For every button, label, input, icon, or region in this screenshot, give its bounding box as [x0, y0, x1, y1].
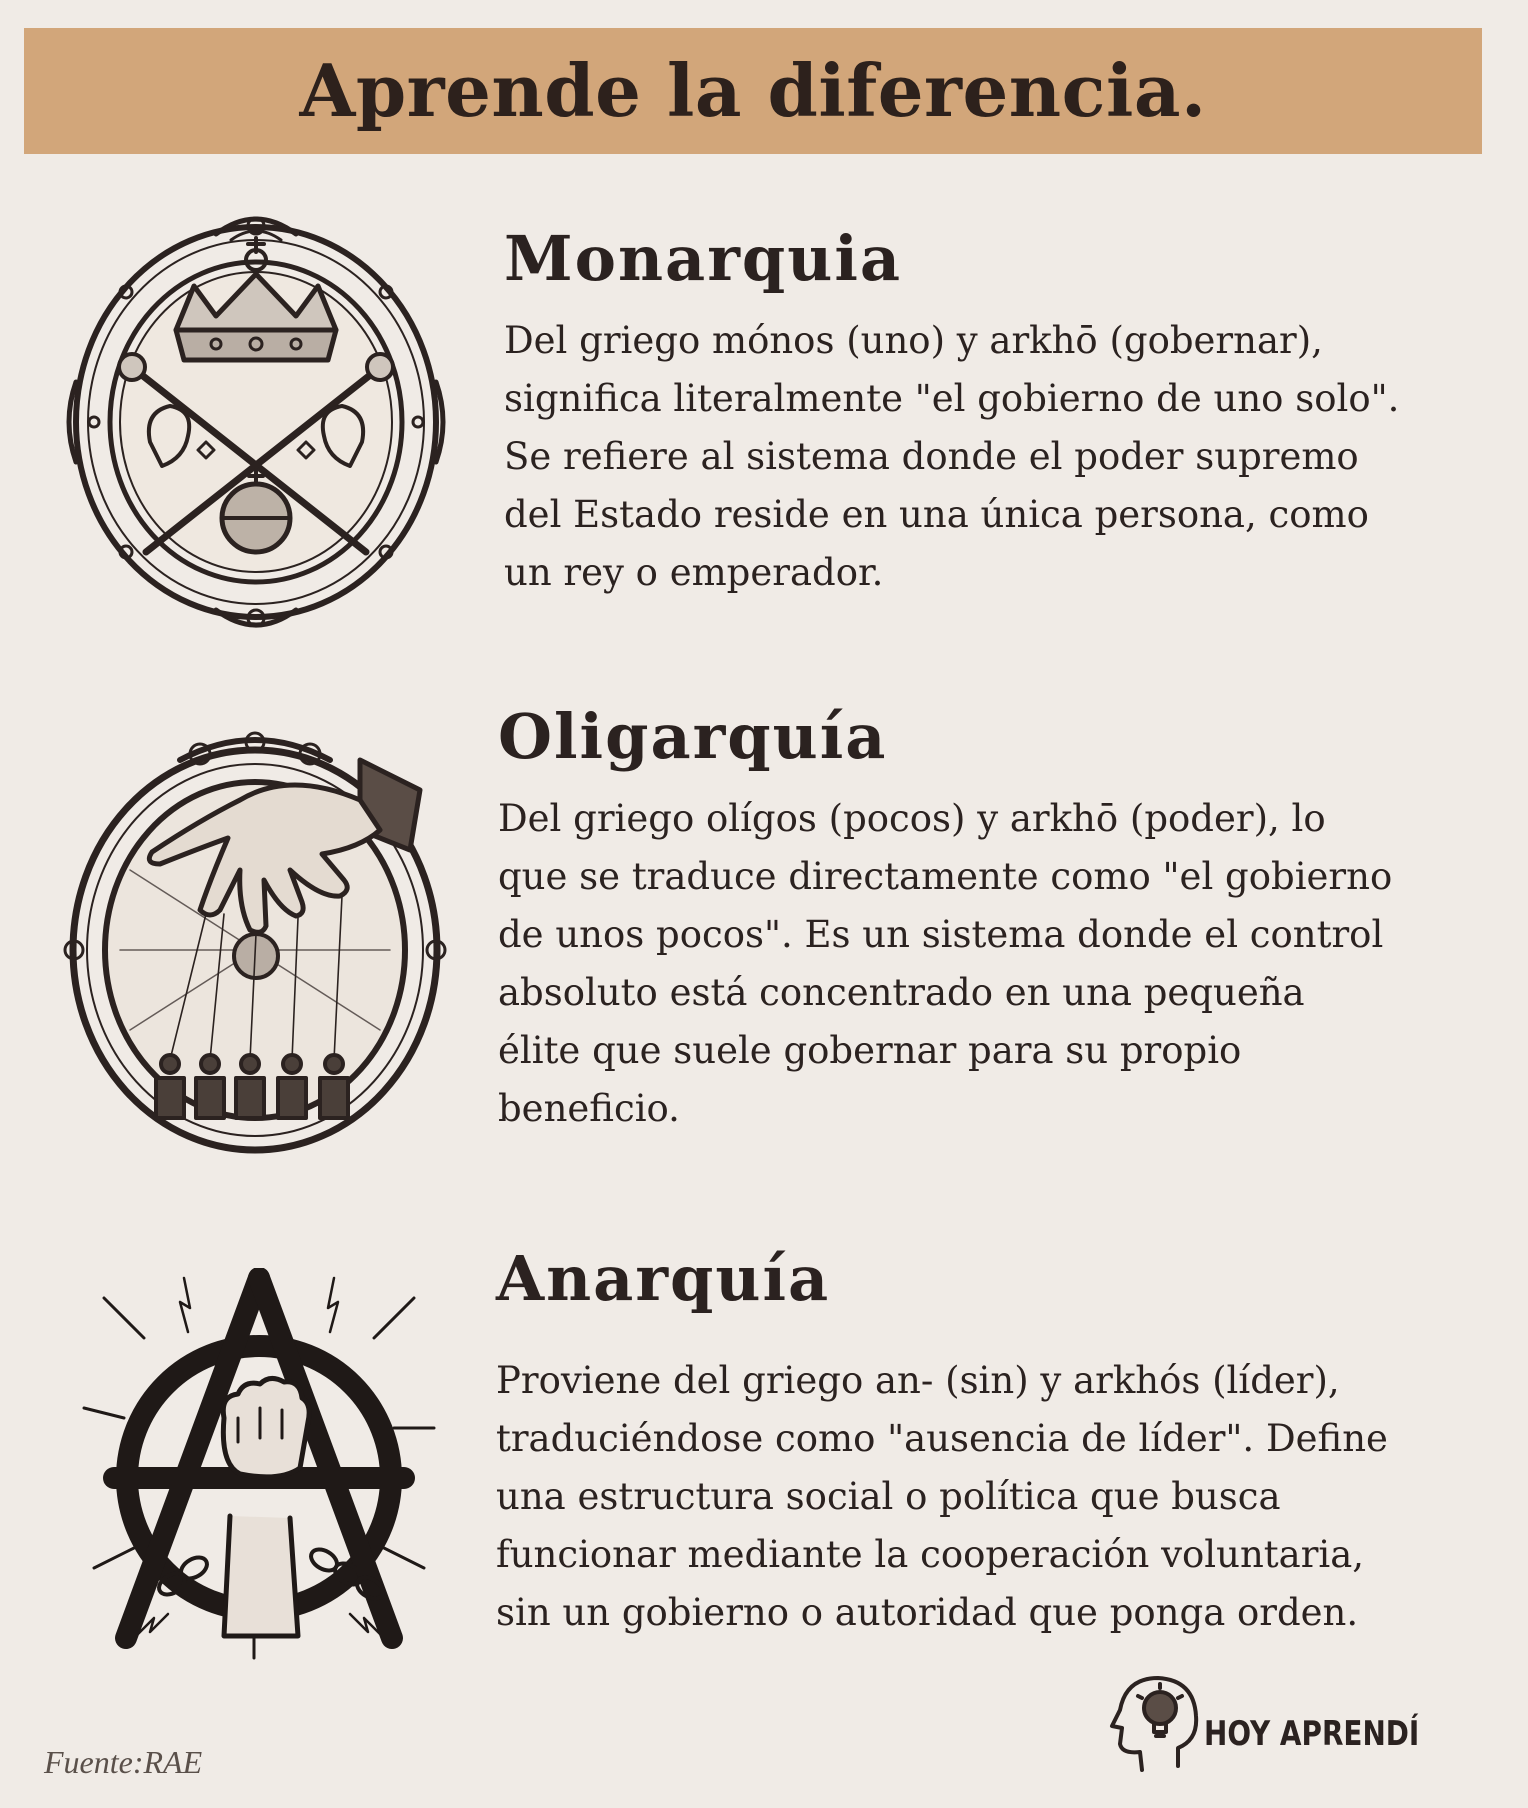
header-band	[24, 28, 1482, 154]
section-body-monarquia: Del griego mónos (uno) y arkhō (gobernar), significa literalmente "el gobierno de uno solo". Se refiere al sistema donde el poder supremo del Estado reside en una única persona, como un rey o emperador.	[504, 319, 1400, 594]
brand-label: HOY APRENDÍ	[1204, 1714, 1420, 1754]
anarchy-fist-emblem-icon	[74, 1268, 444, 1668]
brand-logo	[1104, 1670, 1444, 1780]
section-body-anarquia: Proviene del griego an- (sin) y arkhós (líder), traduciéndose como "ausencia de líder". Define una estructura social o política que busca funcionar mediante la cooperación voluntaria, sin un gobierno o autoridad que ponga orden.	[496, 1359, 1388, 1634]
footer-source: Fuente:RAE	[44, 1744, 203, 1780]
section-body-oligarquia: Del griego olígos (pocos) y arkhō (poder), lo que se traduce directamente como "el gobierno de unos pocos". Es un sistema donde el control absoluto está concentrado en una pequeña élite que suele gobernar para su propio beneficio.	[498, 797, 1393, 1130]
section-title-monarquia: Monarquia	[504, 222, 903, 295]
section-title-anarquia: Anarquía	[496, 1242, 831, 1315]
puppeteer-hand-emblem-icon	[60, 730, 450, 1160]
section-title-oligarquia: Oligarquía	[498, 700, 888, 773]
head-lightbulb-icon	[1108, 1670, 1204, 1780]
page-title: Aprende la diferencia.	[299, 48, 1207, 133]
crown-emblem-icon	[66, 212, 446, 632]
